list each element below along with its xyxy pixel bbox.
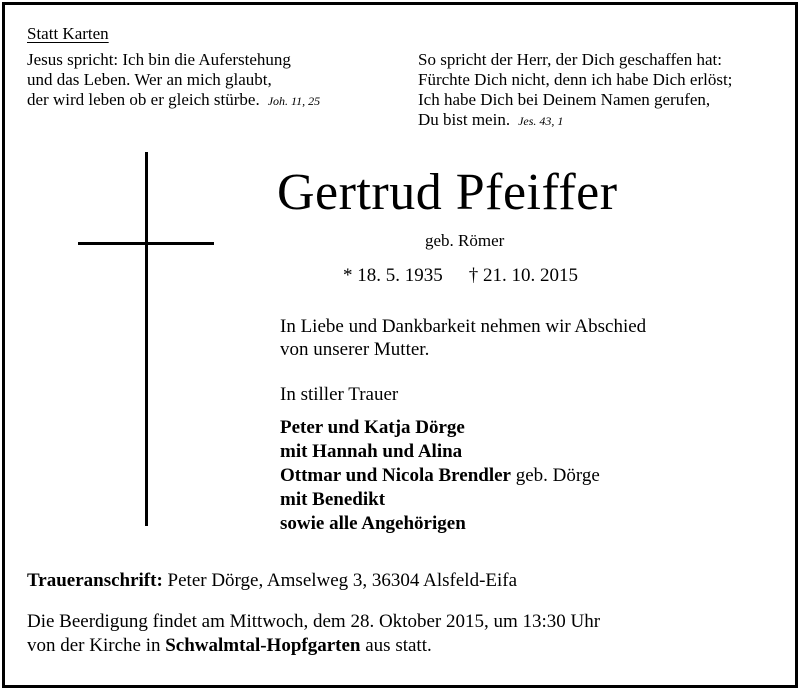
farewell-line: von unserer Mutter. (280, 339, 430, 360)
family-member (280, 512, 600, 536)
verse-left-line: und das Leben. Wer an mich glaubt, (27, 70, 272, 89)
verse-right-text: Du bist mein. (418, 110, 511, 129)
family-member (280, 440, 600, 464)
family-member (280, 416, 600, 440)
mourning-intro: In stiller Trauer (280, 384, 399, 405)
mourning-address (27, 570, 517, 592)
address-value: Peter Dörge, Amselweg 3, 36304 Alsfeld-Eifa (162, 570, 518, 591)
funeral-suffix: aus statt. (360, 635, 432, 656)
cross-icon (145, 152, 148, 526)
death-date: † 21. 10. 2015 (468, 265, 578, 286)
family-member-name: mit Benedikt (280, 489, 386, 510)
family-member (280, 488, 600, 512)
deceased-name: Gertrud Pfeiffer (277, 164, 618, 221)
family-member-note: geb. Dörge (511, 465, 600, 486)
verse-left-text: der wird leben ob er gleich stürbe. (27, 90, 260, 109)
verse-left-line: Jesus spricht: Ich bin die Auferstehung (27, 50, 291, 69)
life-dates (343, 265, 578, 287)
birth-date: * 18. 5. 1935 (343, 265, 443, 286)
family-member-name: Peter und Katja Dörge (280, 417, 465, 438)
family-member-name: sowie alle Angehörigen (280, 513, 466, 534)
family-member (280, 464, 600, 488)
bible-verse-left (27, 50, 320, 111)
family-member-name: Ottmar und Nicola Brendler (280, 465, 511, 486)
family-member-name: mit Hannah und Alina (280, 441, 463, 462)
funeral-line (27, 634, 600, 658)
maiden-name: geb. Römer (425, 231, 505, 250)
verse-left-reference: Joh. 11, 25 (267, 94, 321, 108)
verse-right-line (418, 110, 732, 131)
farewell-line: In Liebe und Dankbarkeit nehmen wir Abschied (280, 316, 647, 337)
verse-left-line (27, 90, 320, 111)
verse-right-line: Ich habe Dich bei Deinem Namen gerufen, (418, 90, 711, 109)
funeral-prefix: von der Kirche in (27, 635, 166, 656)
statt-karten-heading: Statt Karten (27, 24, 109, 43)
cross-icon-crossbar (78, 242, 214, 245)
verse-right-reference: Jes. 43, 1 (518, 114, 564, 128)
address-label: Traueranschrift: (27, 570, 163, 591)
family-list (280, 416, 600, 536)
verse-right-line: So spricht der Herr, der Dich geschaffen hat: (418, 50, 722, 69)
farewell-text (280, 315, 646, 361)
verse-right-line: Fürchte Dich nicht, denn ich habe Dich erlöst; (418, 70, 733, 89)
bible-verse-right (418, 50, 732, 131)
funeral-line: Die Beerdigung findet am Mittwoch, dem 28. Oktober 2015, um 13:30 Uhr (27, 611, 601, 632)
funeral-notice (27, 610, 600, 658)
funeral-place: Schwalmtal-Hopfgarten (165, 635, 361, 656)
